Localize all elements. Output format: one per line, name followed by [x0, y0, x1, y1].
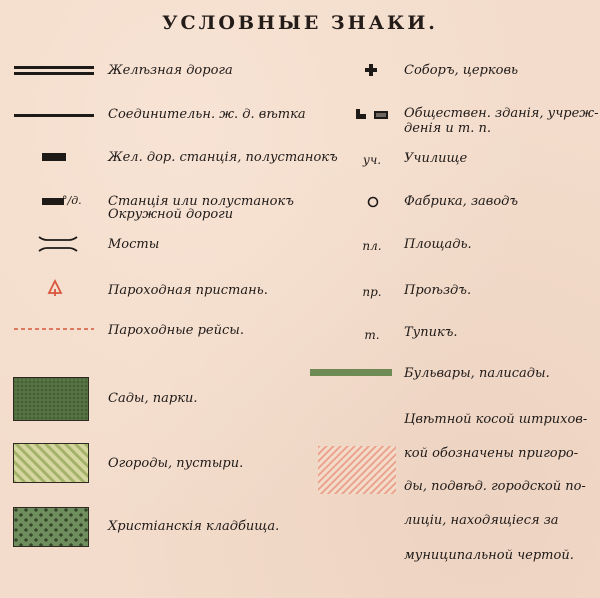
station-symbol — [42, 151, 70, 163]
bridges-label: Мосты — [108, 237, 160, 252]
school-abbr: уч. — [362, 153, 382, 167]
passage-label: Проѣздъ. — [404, 283, 472, 298]
pier-label: Пароходная пристань. — [108, 283, 268, 298]
railway-label: Желѣзная дорога — [108, 63, 233, 78]
orchards-label: Огороды, пустыри. — [108, 456, 244, 471]
cathedral-label: Соборъ, церковь — [404, 63, 519, 78]
district-station-label-2: Окружной дороги — [108, 207, 234, 222]
district-station-label: Станція или полустанокъ — [108, 194, 294, 209]
square-label: Площадь. — [404, 237, 472, 252]
passage-abbr: пр. — [362, 285, 382, 299]
station-label: Жел. дор. станція, полустанокъ — [108, 150, 338, 165]
boulevards-symbol — [310, 368, 392, 378]
district-station-mark: °/д. — [62, 194, 82, 207]
cemeteries-label: Христіанскія кладбища. — [108, 519, 280, 534]
factory-label: Фабрика, заводъ — [404, 194, 519, 209]
factory-circle-icon — [366, 195, 380, 209]
cemeteries-swatch — [13, 507, 89, 547]
railway-symbol — [14, 64, 94, 78]
public-buildings-label-2: денія и т. п. — [404, 121, 491, 136]
suburb-note-line-2: кой обозначены пригоро- — [404, 446, 579, 461]
orchards-swatch — [13, 443, 89, 483]
school-label: Училище — [404, 151, 468, 166]
suburb-note-line-1: Цвѣтной косой штрихов- — [404, 412, 588, 427]
pier-icon — [46, 279, 64, 297]
boulevards-label: Бульвары, палисады. — [404, 366, 550, 381]
branch-line-label: Соединительн. ж. д. вѣтка — [108, 107, 306, 122]
square-abbr: пл. — [362, 239, 382, 253]
gardens-swatch — [13, 377, 89, 421]
deadend-label: Тупикъ. — [404, 325, 458, 340]
deadend-abbr: т. — [364, 328, 380, 342]
suburb-hatch-swatch — [318, 446, 396, 494]
public-buildings-label: Обществен. зданія, учреж- — [404, 106, 599, 121]
legend-title: УСЛОВНЫЕ ЗНАКИ. — [162, 12, 438, 34]
church-cross-icon — [364, 63, 378, 77]
public-building-icon — [354, 107, 394, 121]
suburb-note-line-5: муниципальной чертой. — [404, 548, 574, 563]
suburb-note-line-3: ды, подвѣд. городской по- — [404, 479, 586, 494]
gardens-label: Сады, парки. — [108, 391, 198, 406]
suburb-note-line-4: лиціи, находящіеся за — [404, 513, 559, 528]
steam-routes-label: Пароходные рейсы. — [108, 323, 244, 338]
steam-routes-symbol — [14, 326, 94, 332]
bridge-icon — [38, 234, 78, 254]
branch-line-symbol — [14, 112, 94, 120]
